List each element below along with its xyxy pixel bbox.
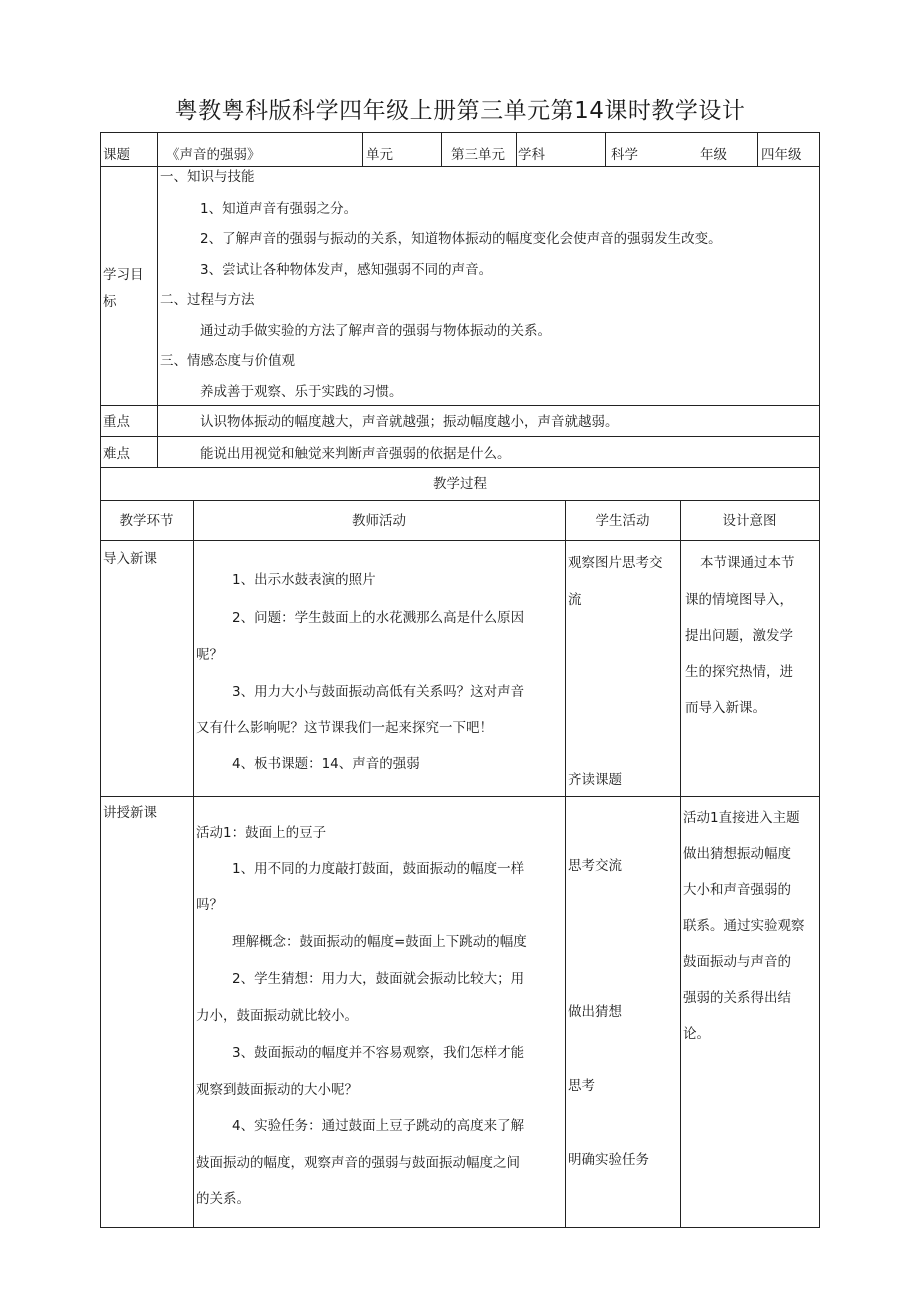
- objective-item-4: 通过动手做实验的方法了解声音的强弱与物体振动的关系。: [200, 323, 551, 339]
- objective-heading-attitude: 三、情感态度与价值观: [160, 353, 295, 369]
- intro-teacher-1: 1、出示水鼓表演的照片: [232, 572, 376, 588]
- teach-intent-3: 大小和声音强弱的: [683, 882, 791, 898]
- grade-value: 四年级: [761, 147, 802, 163]
- difficult-point-value: 能说出用视觉和触觉来判断声音强弱的依据是什么。: [200, 446, 511, 462]
- intro-teacher-3a: 3、用力大小与鼓面振动高低有关系吗？这对声音: [232, 684, 525, 700]
- column-header-teacher: 教师活动: [352, 513, 406, 529]
- teach-intent-4: 联系。通过实验观察: [683, 918, 805, 934]
- objectives-label-line2: 标: [103, 294, 117, 310]
- objective-heading-knowledge: 一、知识与技能: [160, 169, 255, 185]
- stage-intro: 导入新课: [103, 551, 157, 567]
- objectives-label-line1: 学习目: [103, 267, 144, 283]
- intro-intent-1: 本节课通过本节: [700, 555, 795, 571]
- stage-teach: 讲授新课: [103, 805, 157, 821]
- subject-value: 科学: [611, 147, 638, 163]
- teach-teacher-4b: 鼓面振动的幅度，观察声音的强弱与鼓面振动幅度之间: [196, 1155, 520, 1171]
- course-label: 课题: [103, 147, 130, 163]
- teach-teacher-3b: 观察到鼓面振动的大小呢？: [196, 1082, 358, 1098]
- teach-teacher-4c: 的关系。: [196, 1191, 250, 1207]
- grade-label: 年级: [700, 147, 727, 163]
- teach-intent-7: 论。: [683, 1026, 710, 1042]
- objective-item-3: 3、尝试让各种物体发声，感知强弱不同的声音。: [200, 262, 493, 278]
- teach-teacher-3a: 3、鼓面振动的幅度并不容易观察，我们怎样才能: [232, 1045, 525, 1061]
- teach-student-2: 做出猜想: [568, 1004, 622, 1020]
- objective-heading-process: 二、过程与方法: [160, 292, 255, 308]
- key-point-label: 重点: [103, 414, 130, 430]
- objective-item-1: 1、知道声音有强弱之分。: [200, 201, 358, 217]
- teach-intent-5: 鼓面振动与声音的: [683, 954, 791, 970]
- intro-teacher-2b: 呢？: [196, 647, 223, 663]
- teach-intent-2: 做出猜想振动幅度: [683, 846, 791, 862]
- column-header-intent: 设计意图: [722, 513, 777, 529]
- teach-student-1: 思考交流: [568, 858, 622, 874]
- teach-student-3: 思考: [568, 1078, 595, 1094]
- teach-teacher-4a: 4、实验任务：通过鼓面上豆子跳动的高度来了解: [232, 1118, 525, 1134]
- objective-item-2: 2、了解声音的强弱与振动的关系，知道物体振动的幅度变化会使声音的强弱发生改变。: [200, 231, 722, 247]
- unit-label: 单元: [366, 147, 393, 163]
- difficult-point-label: 难点: [103, 446, 130, 462]
- intro-teacher-2a: 2、问题：学生鼓面上的水花溅那么高是什么原因: [232, 610, 525, 626]
- objective-item-5: 养成善于观察、乐于实践的习惯。: [200, 384, 403, 400]
- subject-label: 学科: [518, 147, 545, 163]
- unit-value: 第三单元: [451, 147, 505, 163]
- key-point-value: 认识物体振动的幅度越大，声音就越强；振动幅度越小，声音就越弱。: [200, 414, 619, 430]
- teach-activity-title: 活动1：鼓面上的豆子: [196, 825, 327, 841]
- column-header-stage: 教学环节: [119, 513, 174, 529]
- process-title: 教学过程: [433, 476, 487, 492]
- teach-concept: 理解概念：鼓面振动的幅度=鼓面上下跳动的幅度: [232, 934, 527, 950]
- teach-teacher-2a: 2、学生猜想：用力大，鼓面就会振动比较大；用: [232, 971, 525, 987]
- intro-intent-2: 课的情境图导入，: [685, 592, 793, 608]
- intro-student-2: 齐读课题: [568, 772, 622, 788]
- teach-teacher-2b: 力小，鼓面振动就比较小。: [196, 1008, 358, 1024]
- page-title: 粤教粤科版科学四年级上册第三单元第14课时教学设计: [174, 98, 746, 124]
- teach-teacher-1a: 1、用不同的力度敲打鼓面，鼓面振动的幅度一样: [232, 861, 525, 877]
- intro-student-1b: 流: [568, 592, 582, 608]
- teach-student-4: 明确实验任务: [568, 1152, 649, 1168]
- intro-intent-5: 而导入新课。: [685, 700, 766, 716]
- teach-intent-6: 强弱的关系得出结: [683, 990, 791, 1006]
- column-header-student: 学生活动: [595, 513, 650, 529]
- course-value: 《声音的强弱》: [166, 147, 261, 163]
- intro-intent-4: 生的探究热情，进: [685, 664, 793, 680]
- teach-teacher-1b: 吗？: [196, 897, 223, 913]
- intro-teacher-4: 4、板书课题：14、声音的强弱: [232, 756, 420, 772]
- intro-intent-3: 提出问题，激发学: [685, 628, 793, 644]
- intro-student-1a: 观察图片思考交: [568, 555, 663, 571]
- teach-intent-1: 活动1直接进入主题: [683, 810, 800, 826]
- intro-teacher-3b: 又有什么影响呢？这节课我们一起来探究一下吧！: [196, 720, 493, 736]
